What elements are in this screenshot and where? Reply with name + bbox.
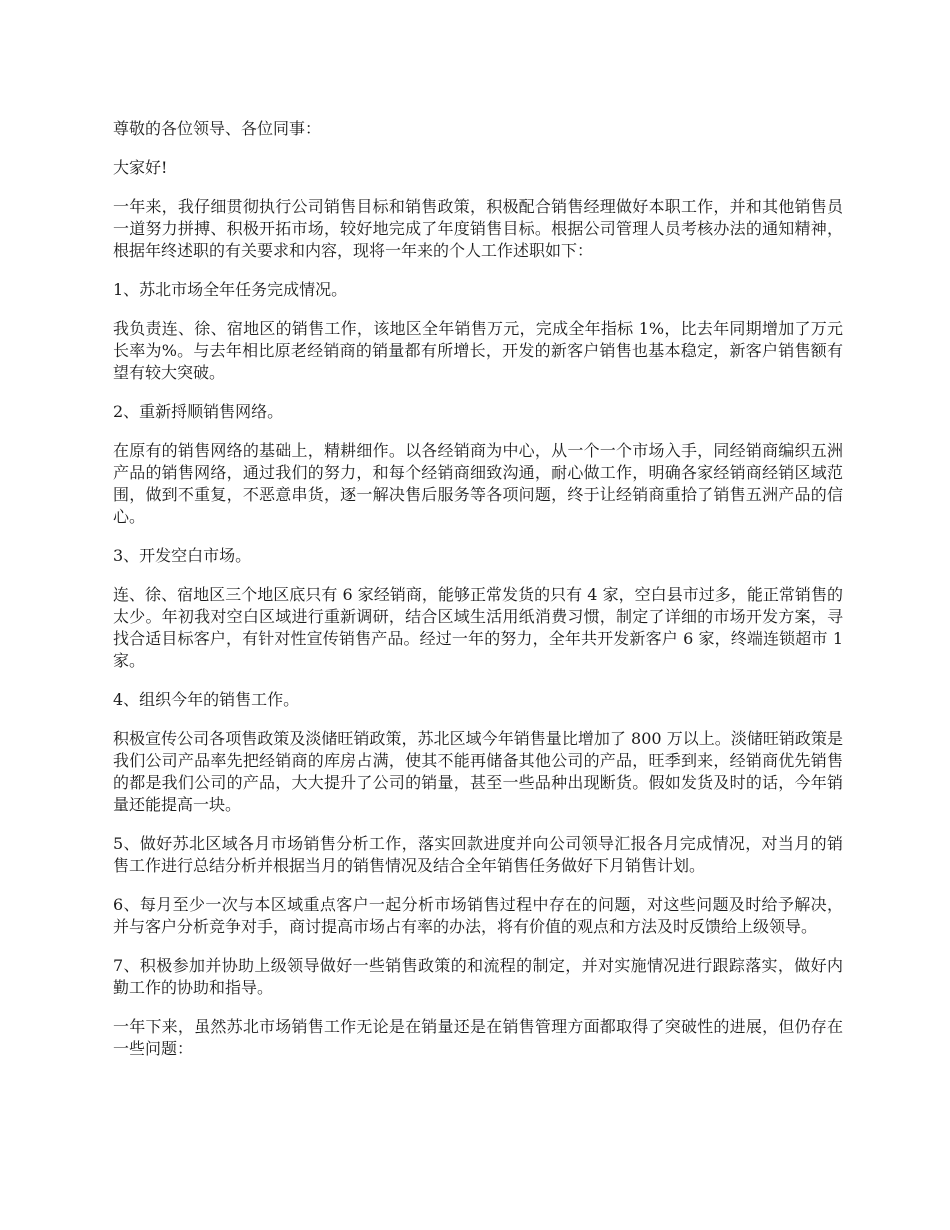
section-item-6: 6、每月至少一次与本区域重点客户一起分析市场销售过程中存在的问题，对这些问题及时给予解决，并与客户分析竞争对手，商讨提高市场占有率的办法，将有价值的观点和方法及时反馈给上级领导。 xyxy=(113,895,843,936)
section-body-3: 连、徐、宿地区三个地区底只有 6 家经销商，能够正常发货的只有 4 家，空白县市过多，能正常销售的太少。年初我对空白区域进行重新调研，结合区域生活用纸消费习惯，制定了详细的市场开发方案，寻找合适目标客户，有针对性宣传销售产品。经过一年的努力，全年共开发新客户 6 家，终端连锁超市 1 家。 xyxy=(113,585,843,670)
document-page xyxy=(113,118,843,1077)
section-body-4: 积极宣传公司各项售政策及淡储旺销政策，苏北区域今年销售量比增加了 800 万以上。淡储旺销政策是我们公司产品率先把经销商的库房占满，使其不能再储备其他公司的产品，旺季到来，经销商优先销售的都是我们公司的产品，大大提升了公司的销量，甚至一些品种出现断货。假如发货及时的话，今年销量还能提高一块。 xyxy=(113,729,843,814)
greeting: 大家好! xyxy=(113,158,168,177)
salutation: 尊敬的各位领导、各位同事： xyxy=(113,119,322,138)
section-heading-2: 2、重新捋顺销售网络。 xyxy=(113,402,284,421)
section-item-7: 7、积极参加并协助上级领导做好一些销售政策的和流程的制定，并对实施情况进行跟踪落实，做好内勤工作的协助和指导。 xyxy=(113,956,843,997)
section-heading-4: 4、组织今年的销售工作。 xyxy=(113,690,300,709)
closing-paragraph: 一年下来，虽然苏北市场销售工作无论是在销量还是在销售管理方面都取得了突破性的进展，但仍存在一些问题： xyxy=(113,1017,843,1058)
intro-paragraph: 一年来，我仔细贯彻执行公司销售目标和销售政策，积极配合销售经理做好本职工作，并和其他销售员一道努力拼搏、积极开拓市场，较好地完成了年度销售目标。根据公司管理人员考核办法的通知精神，根据年终述职的有关要求和内容，现将一年来的个人工作述职如下： xyxy=(113,197,843,260)
section-heading-1: 1、苏北市场全年任务完成情况。 xyxy=(113,280,348,299)
section-body-1: 我负责连、徐、宿地区的销售工作，该地区全年销售万元，完成全年指标 1%，比去年同期增加了万元长率为%。与去年相比原老经销商的销量都有所增长，开发的新客户销售也基本稳定，新客户销售额有望有较大突破。 xyxy=(113,319,843,382)
section-body-2: 在原有的销售网络的基础上，精耕细作。以各经销商为中心，从一个一个市场入手，同经销商编织五洲产品的销售网络，通过我们的努力，和每个经销商细致沟通，耐心做工作，明确各家经销商经销区域范围，做到不重复，不恶意串货，逐一解决售后服务等各项问题，终于让经销商重拾了销售五洲产品的信心。 xyxy=(113,441,843,526)
section-heading-3: 3、开发空白市场。 xyxy=(113,546,252,565)
section-item-5: 5、做好苏北区域各月市场销售分析工作，落实回款进度并向公司领导汇报各月完成情况，对当月的销售工作进行总结分析并根据当月的销售情况及结合全年销售任务做好下月销售计划。 xyxy=(113,834,843,875)
